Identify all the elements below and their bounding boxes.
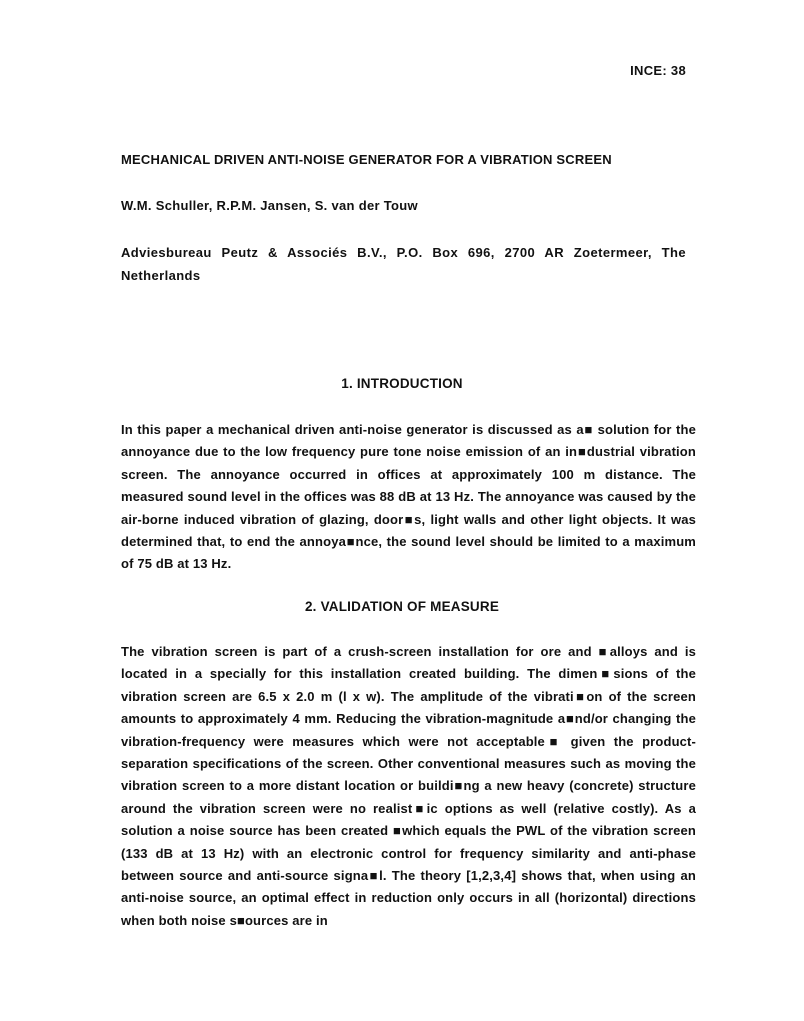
section-heading-validation: 2. VALIDATION OF MEASURE xyxy=(304,599,500,614)
section-body-introduction: In this paper a mechanical driven anti-noise generator is discussed as a■ solution for the annoyance due to the low frequency pure tone noise emission of an in■dustrial vibration screen. The annoyance occurred in offices at approximately 100 m distance. The measured sound level in the offices was 88 dB at 13 Hz. The annoyance was caused by the air-borne induced vibration of glazing, door■s, light walls and other light objects. It was determined that, to end the annoya■nce, the sound level should be limited to a maximum of 75 dB at 13 Hz. xyxy=(121,422,696,572)
paper-affiliation: Adviesbureau Peutz & Associés B.V., P.O. Box 696, 2700 AR Zoetermeer, The Netherlands xyxy=(121,245,686,283)
section-heading-introduction: 1. INTRODUCTION xyxy=(341,376,463,391)
section-body-validation: The vibration screen is part of a crush-screen installation for ore and ■alloys and is located in a specially for this installation created building. The dimen■sions of the vibration screen are 6.5 x 2.0 m (l x w). The amplitude of the vibrati■on of the screen amounts to approximately 4 mm. Reducing the vibration-magnitude a■nd/or changing the vibration-frequency were measures which were not acceptable■ given the product-separation specifications of the screen. Other conventional measures such as moving the vibration screen to a more distant location or buildi■ng a new heavy (concrete) structure around the vibration screen were no realist■ic options as well (relative costly). As a solution a noise source has been created ■which equals the PWL of the vibration screen (133 dB at 13 Hz) with an electronic control for frequency similarity and anti-phase between source and anti-source signa■l. The theory [1,2,3,4] shows that, when using an anti-noise source, an optimal effect in reduction only occurs in all (horizontal) directions when both noise s■ources are in xyxy=(121,644,696,928)
paper-authors: W.M. Schuller, R.P.M. Jansen, S. van der Touw xyxy=(121,198,418,213)
paper-title: MECHANICAL DRIVEN ANTI-NOISE GENERATOR FOR A VIBRATION SCREEN xyxy=(121,152,612,167)
conference-code: INCE: 38 xyxy=(630,63,686,78)
